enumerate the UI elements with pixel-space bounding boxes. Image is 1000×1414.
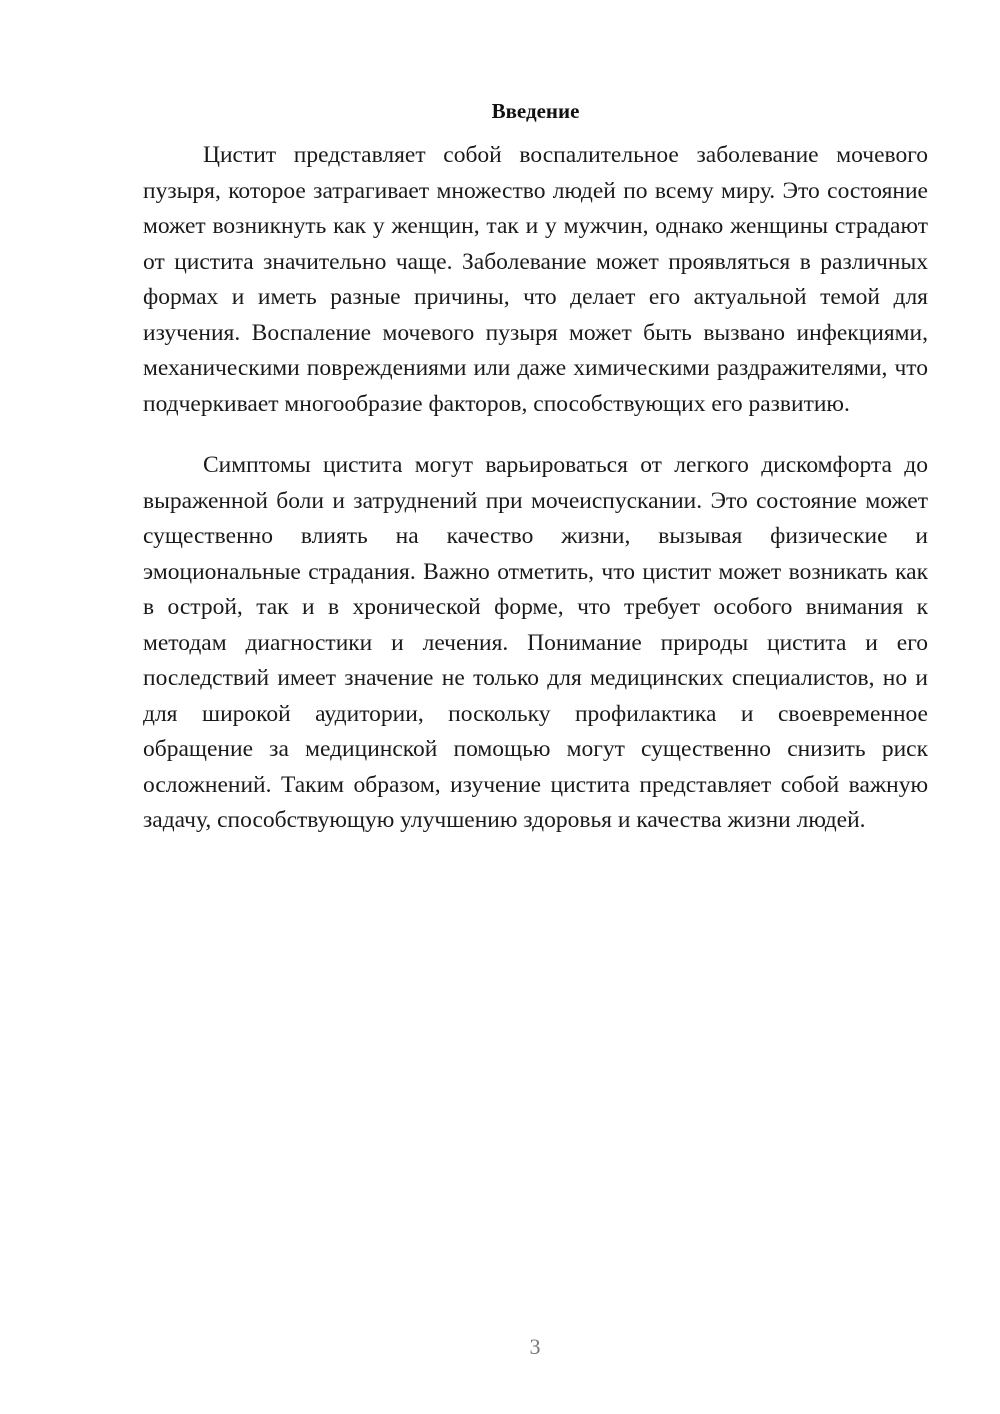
- page-number: 3: [529, 1334, 541, 1359]
- paragraph-1: Цистит представляет собой воспалительное заболевание мочевого пузыря, которое затрагивает множество людей по всему миру. Это состояние может возникнуть как у женщин, так и у мужчин, однако женщины страдают от цистита значительно чаще. Заболевание может проявляться в различных формах и иметь разные причины, что делает его актуальной темой для изучения. Воспаление мочевого пузыря может быть вызвано инфекциями, механическими повреждениями или даже химическими раздражителями, что подчеркивает многообразие факторов, способствующих его развитию.: [143, 142, 928, 417]
- section-heading: Введение: [491, 99, 580, 123]
- paragraph-2: Симптомы цистита могут варьироваться от легкого дискомфорта до выраженной боли и затруднений при мочеиспускании. Это состояние может существенно влиять на качество жизни, вызывая физические и эмоциональные страдания. Важно отметить, что цистит может возникать как в острой, так и в хронической форме, что требует особого внимания к методам диагностики и лечения. Понимание природы цистита и его последствий имеет значение не только для медицинских специалистов, но и для широкой аудитории, поскольку профилактика и своевременное обращение за медицинской помощью могут существенно снизить риск осложнений. Таким образом, изучение цистита представляет собой важную задачу, способствующую улучшению здоровья и качества жизни людей.: [143, 452, 928, 833]
- page-content: [143, 96, 928, 839]
